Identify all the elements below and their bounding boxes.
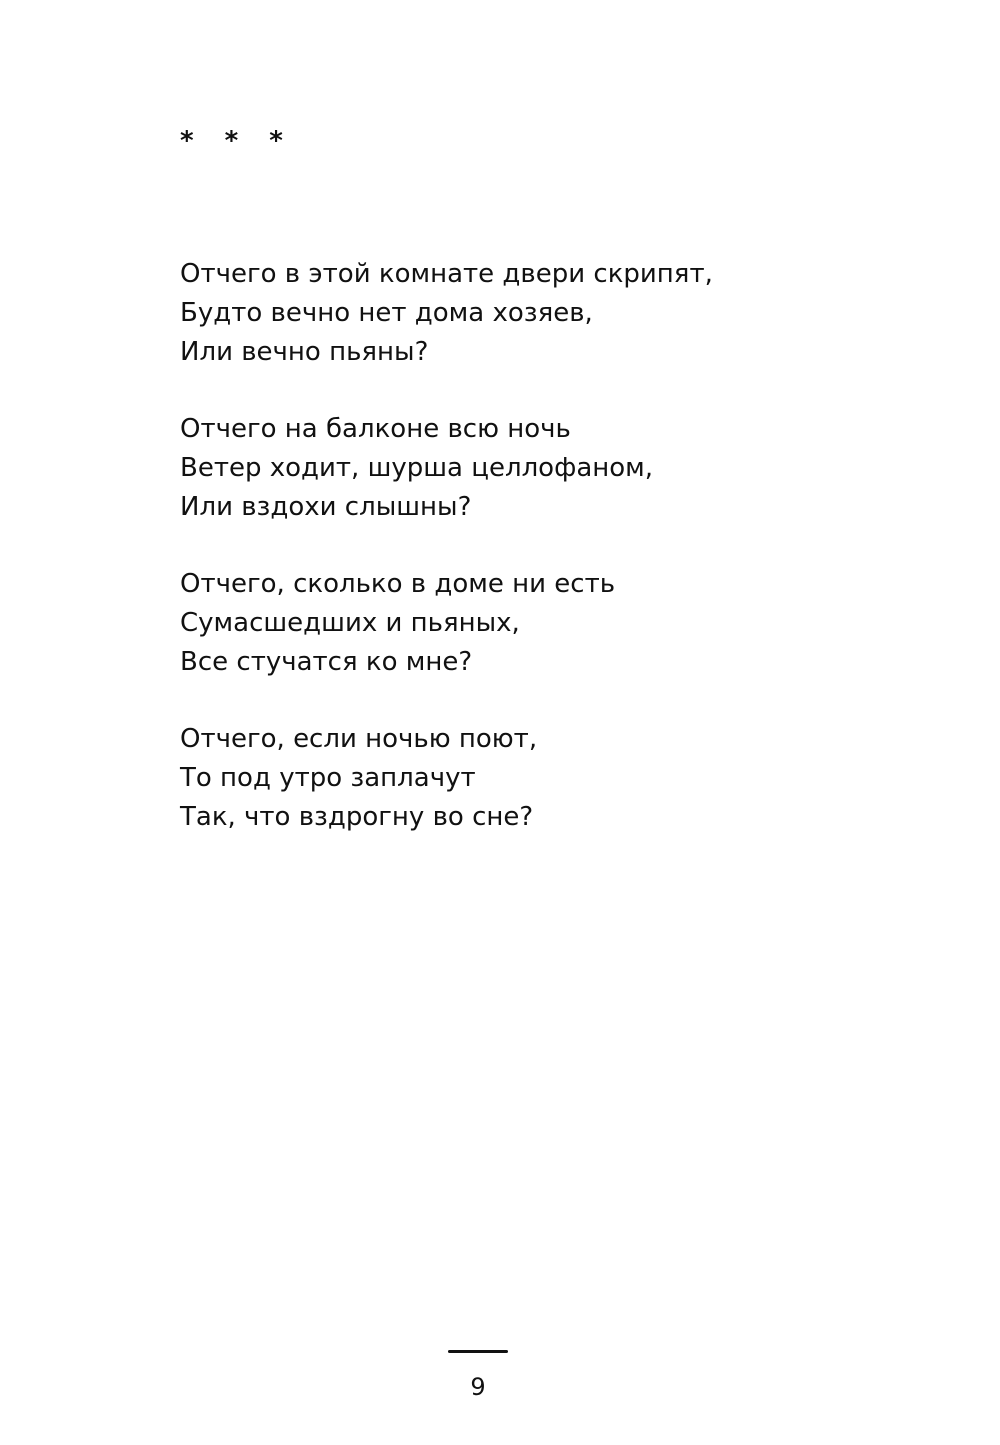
poem-line: Или вздохи слышны? (180, 492, 472, 522)
poem-line: Так, что вздрогну во сне? (180, 802, 534, 832)
poem-line: Все стучатся ко мне? (180, 647, 473, 677)
poem-line: Отчего, сколько в доме ни есть (180, 569, 616, 599)
poem-line: Ветер ходит, шурша целлофаном, (180, 453, 654, 483)
stanza (180, 255, 900, 372)
page-number-rule (448, 1350, 508, 1353)
poem-line: Или вечно пьяны? (180, 337, 429, 367)
stanza (180, 720, 900, 837)
section-ornament: * * * (180, 126, 283, 156)
poem-line: Отчего в этой комнате двери скрипят, (180, 259, 713, 289)
poem-line: Сумасшедших и пьяных, (180, 608, 520, 638)
poem-line: Отчего на балконе всю ночь (180, 414, 571, 444)
poem-line: Будто вечно нет дома хозяев, (180, 298, 593, 328)
poem (180, 255, 900, 875)
poem-line: То под утро заплачут (180, 763, 476, 793)
page-number: 9 (470, 1373, 486, 1401)
poem-line: Отчего, если ночью поют, (180, 724, 538, 754)
stanza (180, 410, 900, 527)
stanza (180, 565, 900, 682)
